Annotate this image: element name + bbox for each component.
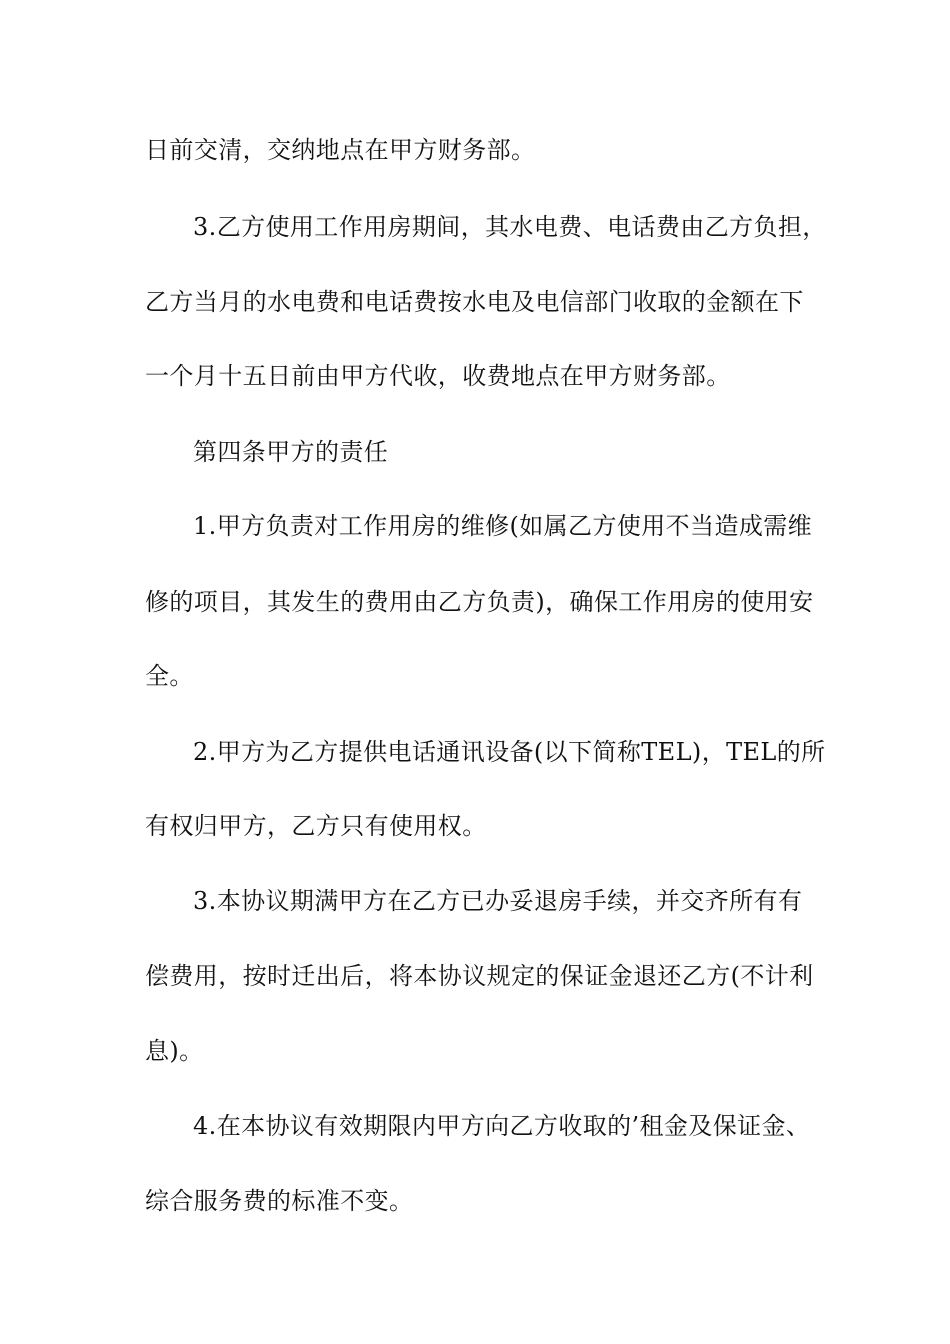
clause-line: 4.在本协议有效期限内甲方向乙方收取的’租金及保证金、	[193, 1112, 811, 1140]
clause-line: 3.乙方使用工作用房期间，其水电费、电话费由乙方负担，	[193, 213, 827, 241]
text-line: 修的项目，其发生的费用由乙方负责)，确保工作用房的使用安	[145, 588, 814, 616]
section-heading: 第四条甲方的责任	[193, 438, 389, 466]
text-line: 日前交清，交纳地点在甲方财务部。	[145, 136, 536, 164]
text-line: 偿费用，按时迁出后，将本协议规定的保证金退还乙方(不计利	[145, 962, 814, 990]
text-line: 综合服务费的标准不变。	[145, 1187, 414, 1215]
clause-line: 2.甲方为乙方提供电话通讯设备(以下简称TEL)，TEL的所	[193, 738, 826, 766]
clause-line: 3.本协议期满甲方在乙方已办妥退房手续，并交齐所有有	[193, 887, 803, 915]
text-line: 乙方当月的水电费和电话费按水电及电信部门收取的金额在下	[145, 288, 804, 316]
clause-line: 1.甲方负责对工作用房的维修(如属乙方使用不当造成需维	[193, 512, 813, 540]
text-line: 一个月十五日前由甲方代收，收费地点在甲方财务部。	[145, 362, 731, 390]
text-line: 息)。	[145, 1037, 204, 1065]
text-line: 全。	[145, 662, 194, 690]
text-line: 有权归甲方，乙方只有使用权。	[145, 812, 487, 840]
